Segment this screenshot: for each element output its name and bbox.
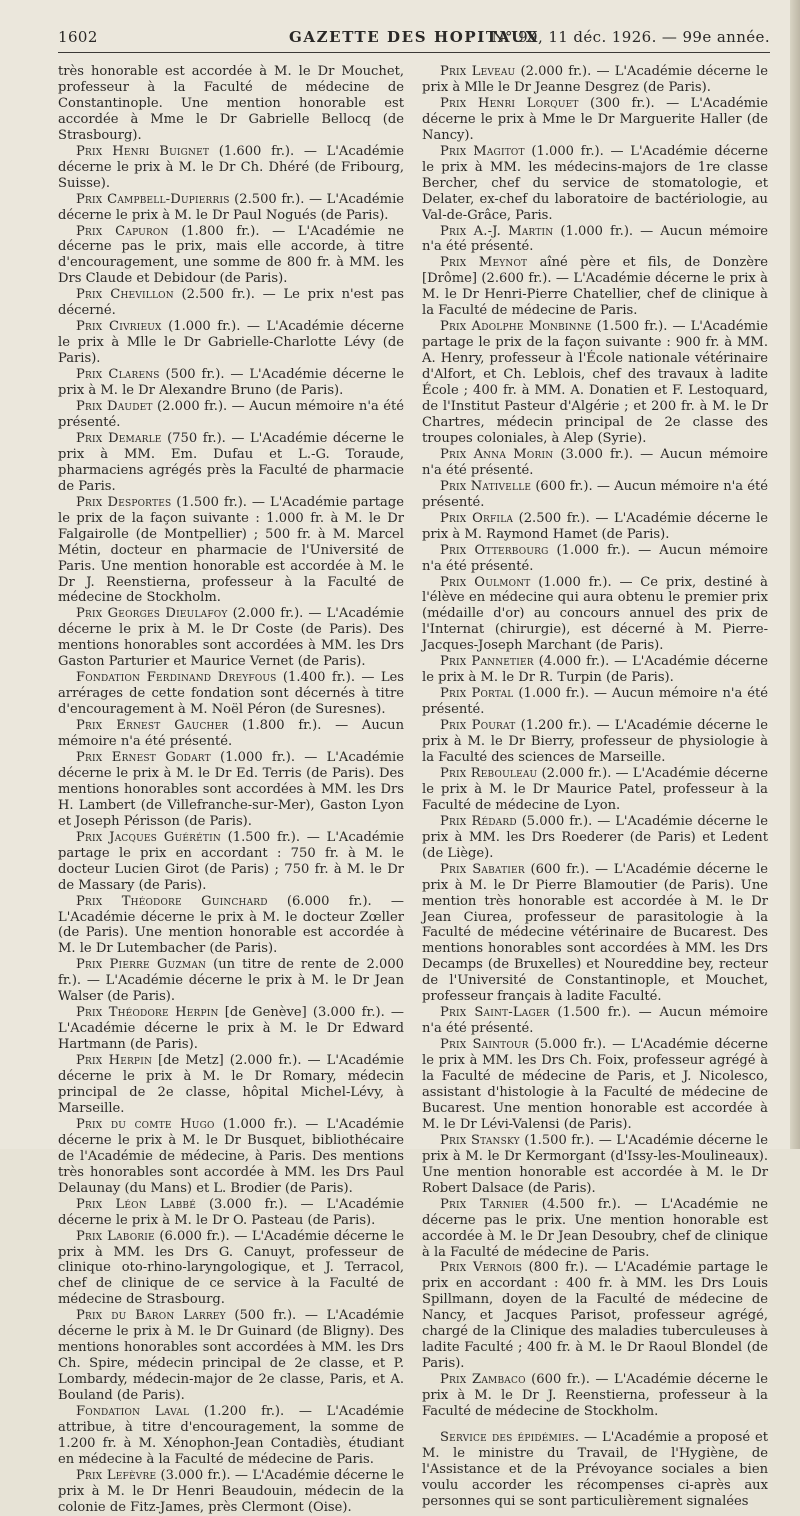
page-edge (790, 0, 800, 1149)
prize-name: Prix Léon Labbé (76, 1196, 196, 1212)
prize-name: Prix Tarnier (440, 1196, 529, 1212)
prize-entry (422, 1133, 768, 1197)
prize-name: Prix Théodore Guinchard (76, 893, 268, 909)
prize-entry (422, 718, 768, 766)
prize-text: (3.000 fr.). — L'Académie décerne le prix à M. le Dr O. Pasteau (de Paris). (58, 1196, 404, 1228)
prize-text: (2.000 fr.). — L'Académie décerne le prix à Mlle le Dr Jeanne Desgrez (de Paris). (422, 64, 768, 95)
prize-entry (422, 686, 768, 718)
prize-name: Prix Rédard (440, 813, 517, 829)
prize-text: (1.400 fr.). — Les arrérages de cette fondation sont décernés à titre d'encouragement à M. Noël Péron (de Suresnes). (58, 670, 404, 718)
prize-entry (422, 1260, 768, 1372)
prize-text: (5.000 fr.). — L'Académie décerne le prix à MM. les Drs Roederer (de Paris) et Ledent (de Liège). (422, 813, 768, 861)
prize-text: aîné père et fils, de Donzère [Drôme] (2.600 fr.). — L'Académie décerne le prix à M. le Dr Henri-Pierre Chatellier, chef de clinique à la Faculté de médecine de Paris. (422, 255, 768, 319)
prize-entry (58, 606, 404, 670)
prize-text: (600 fr.). — L'Académie décerne le prix à M. le Dr Pierre Blamoutier (de Paris). Une mention très honorable est accordée à M. le Dr Jean Ciurea, professeur de parasitologie à la Faculté de médecine vétérinaire de Bucarest. Des mentions honorables sont accordées à MM. les Drs Decamps (de Bruxelles) et Noureddine bey, recteur de l'Université de Constantinople, et Mouchet, professeur français à ladite Faculté. (422, 861, 769, 1005)
prize-text: (1.600 fr.). — L'Académie décerne le prix à M. le Dr Ch. Dhéré (de Fribourg, Suisse). (58, 143, 404, 191)
prize-entry (58, 1197, 404, 1229)
prize-text: (3.000 fr.). — L'Académie décerne le prix à M. le Dr Henri Beaudouin, médecin de la colonie de Fitz-James, près Clermont (Oise). (58, 1467, 404, 1515)
prize-name: Prix Ernest Gaucher (76, 718, 229, 734)
prize-text: (1.800 fr.). — L'Académie ne décerne pas le prix, mais elle accorde, à titre d'encouragement, une somme de 800 fr. à MM. les Drs Claude et Debidour (de Paris). (58, 223, 404, 287)
prize-entry (422, 766, 768, 814)
prize-name: Prix Daudet (76, 399, 153, 415)
prize-text: (750 fr.). — L'Académie décerne le prix à MM. Em. Dufau et L.-G. Toraude, pharmaciens agrégés près la Faculté de pharmacie de Paris. (58, 430, 405, 494)
prize-text: (2.500 fr.). — Le prix n'est pas décerné. (58, 287, 404, 319)
journal-title: GAZETTE DES HOPITAUX (288, 28, 539, 46)
prize-text: [de Genève] (3.000 fr.). — L'Académie décerne le prix à M. le Dr Edward Hartmann (de Paris). (58, 1005, 404, 1053)
prize-entry (58, 367, 404, 399)
prize-name: Prix Desportes (76, 494, 172, 510)
prize-text: (1.200 fr.). — L'Académie attribue, à titre d'encouragement, la somme de 1.200 fr. à M. Xénophon-Jean Contadiès, étudiant en médecine à la Faculté de médecine de Paris. (58, 1404, 404, 1467)
prize-name: Prix Nativelle (440, 478, 532, 494)
prize-entry (58, 287, 404, 319)
prize-entry (422, 654, 768, 686)
prize-name: Prix Pierre Guzman (76, 957, 207, 973)
prize-entry (422, 862, 768, 1006)
prize-name: Prix Zambaco (440, 1372, 526, 1388)
prize-entry (58, 1229, 404, 1309)
left-column (58, 64, 404, 1516)
prize-name: Prix Anna Morin (440, 446, 554, 462)
prize-entry (422, 96, 768, 144)
prize-entry (58, 1053, 404, 1117)
prize-name: Prix Vernois (440, 1260, 523, 1276)
prize-text: (1.000 fr.). — Ce prix, destiné à l'élève en médecine qui aura obtenu le premier prix (médaille d'or) au concours annuel des prix de l'Internat (chirurgie), est décerné à M. Pierre-Jacques-Joseph Marchant (de Paris). (422, 574, 768, 654)
prize-entry (422, 543, 768, 575)
prize-name: Prix Henri Buignet (76, 143, 210, 159)
prize-name: Prix Théodore Herpin (76, 1005, 219, 1021)
prize-entry (58, 399, 404, 431)
prize-entry (422, 224, 768, 256)
prize-entry (58, 1005, 404, 1053)
prize-text: (800 fr.). — L'Académie partage le prix en accordant : 400 fr. à MM. les Drs Louis Spillmann, doyen de la Faculté de médecine de Nancy, et Jacques Parisot, professeur agrégé, chargé de la Clinique des maladies tuberculeuses à ladite Faculté ; 400 fr. à M. le Dr Raoul Blondel (de Paris). (422, 1260, 768, 1372)
prize-text: (500 fr.). — L'Académie décerne le prix à M. le Dr Guinard (de Bligny). Des mentions honorables sont accordées à MM. les Drs Ch. Spire, médecin principal de 2e classe, et P. Lombardy, médecin-major de 2e classe, Paris, et A. Bouland (de Paris). (58, 1308, 404, 1404)
prize-text: (1.500 fr.). — L'Académie partage le prix en accordant : 750 fr. à M. le docteur Lucien Girot (de Paris) ; 750 fr. à M. le Dr de Massary (de Paris). (58, 829, 404, 893)
prize-entry (58, 1468, 404, 1516)
prize-name: Prix Herpin (76, 1053, 153, 1069)
prize-name: Prix Pannetier (440, 654, 534, 670)
prize-text: (5.000 fr.). — L'Académie décerne le prix à MM. les Drs Ch. Foix, professeur agrégé à la Faculté de médecine de Paris, et J. Nicolesco, assistant d'histologie à la Faculté de médecine de Bucarest. Une mention honorable est accordée à M. le Dr Lévi-Valensi (de Paris). (422, 1037, 768, 1132)
prize-text: (3.000 fr.). — Aucun mémoire n'a été présenté. (422, 446, 768, 478)
prize-text: (1.500 fr.). — L'Académie décerne le prix à M. le Dr Kermorgant (d'Issy-les-Moulineaux). Une mention honorable est accordée à M. le Dr Robert Dalsace (de Paris). (422, 1132, 768, 1196)
issue-info: N° 99, 11 déc. 1926. — 99e année. (491, 28, 770, 46)
prize-text: [de Metz] (2.000 fr.). — L'Académie décerne le prix à M. le Dr Romary, médecin principal de 2e classe, hôpital Michel-Lévy, à Marseille. (58, 1053, 404, 1116)
prize-name: Prix Laborie (76, 1228, 155, 1244)
prize-entry (58, 957, 404, 1005)
prize-entry (422, 814, 768, 862)
right-column (422, 64, 768, 1510)
prize-entry (58, 144, 404, 192)
prize-text: (1.500 fr.). — L'Académie partage le prix de la façon suivante : 900 fr. à MM. A. Henry, professeur à l'École nationale vétérinaire d'Alfort, et Ch. Leblois, chef des travaux à ladite École ; 400 fr. à MM. A. Donatien et F. Lestoquard, de l'Institut Pasteur d'Algérie ; et 200 fr. à M. le Dr Chartres, médecin principal de 2e classe des troupes coloniales, à Alep (Syrie). (422, 319, 768, 446)
prize-entry (58, 1308, 404, 1404)
prize-name: Prix Jacques Guérétin (76, 829, 221, 845)
prize-entry (422, 255, 768, 319)
prize-name: Prix Rebouleau (440, 765, 538, 781)
prize-name: Prix Campbell-Dupierris (76, 191, 230, 207)
prize-text: (600 fr.). — Aucun mémoire n'a été présenté. (422, 478, 768, 510)
prize-entry (58, 319, 404, 367)
prize-text: (2.000 fr.). — L'Académie décerne le prix à M. le Dr Coste (de Paris). Des mentions honorables sont accordées à MM. les Drs Gaston Parturier et Maurice Vernet (de Paris). (58, 606, 404, 670)
prize-entry (58, 894, 404, 958)
prize-entry (58, 750, 404, 830)
prize-entry (422, 1430, 768, 1510)
prize-text: (4.000 fr.). — L'Académie décerne le prix à M. le Dr R. Turpin (de Paris). (422, 654, 769, 686)
prize-text: (1.000 fr.). — L'Académie décerne le prix à M. le Dr Ed. Terris (de Paris). Des mentions honorables sont accordées à MM. les Drs H. Lambert (de Villefranche-sur-Mer), Gaston Lyon et Joseph Périsson (de Paris). (58, 749, 404, 829)
prize-name: Prix Sabatier (440, 861, 525, 877)
prize-entry (422, 64, 768, 96)
prize-text: (1.200 fr.). — L'Académie décerne le prix à M. le Dr Bierry, professeur de physiologie à la Faculté des sciences de Marseille. (422, 718, 768, 765)
prize-text: (1.000 fr.). — L'Académie décerne le prix à Mlle le Dr Gabrielle-Charlotte Lévy (de Paris). (58, 319, 405, 367)
prize-text: (600 fr.). — L'Académie décerne le prix à M. le Dr J. Reenstierna, professeur à la Faculté de médecine de Stockholm. (422, 1372, 768, 1420)
prize-text: (6.000 fr.). — L'Académie décerne le prix à MM. les Drs G. Canuyt, professeur de clinique oto-rhino-laryngologique, et J. Terracol, chef de clinique de ce service à la Faculté de médecine de Strasbourg. (58, 1228, 404, 1308)
prize-name: Prix Lefèvre (76, 1467, 157, 1483)
prize-text: (300 fr.). — L'Académie décerne le prix à Mme le Dr Marguerite Haller (de Nancy). (422, 95, 768, 143)
prize-text: (1.000 fr.). — Aucun mémoire n'a été présenté. (422, 542, 768, 574)
prize-text: (2.000 fr.). — L'Académie décerne le prix à M. le Dr Maurice Patel, professeur à la Faculté de médecine de Lyon. (422, 765, 768, 813)
prize-name: Prix Saint-Lager (440, 1005, 550, 1021)
prize-name: Prix A.-J. Martin (440, 223, 554, 239)
prize-text: (1.500 fr.). — L'Académie partage le prix de la façon suivante : 1.000 fr. à M. le Dr Falgairolle (de Montpellier) ; 500 fr. à M. Marcel Métin, docteur en pharmacie de l'Université de Paris. Une mention honorable est accordée à M. le Dr J. Reenstierna, professeur à la Faculté de médecine de Stockholm. (58, 494, 404, 606)
prize-text: (2.000 fr.). — Aucun mémoire n'a été présenté. (58, 399, 404, 430)
prize-name: Prix Otterbourg (440, 542, 549, 558)
prize-name: Prix Adolphe Monbinne (440, 319, 592, 335)
prize-entry (58, 718, 404, 750)
prize-name: Fondation Ferdinand Dreyfous (76, 670, 277, 686)
prize-name: Fondation Laval (76, 1404, 190, 1420)
prize-name: Prix Oulmont (440, 574, 531, 590)
prize-entry (422, 479, 768, 511)
prize-text: (1.000 fr.). — L'Académie décerne le prix à MM. les médecins-majors de 1re classe Bercher, chef du service de stomatologie, et Delater, ex-chef du laboratoire de bactériologie, au Val-de-Grâce, Paris. (422, 143, 768, 223)
prize-entry (422, 144, 768, 224)
prize-entry (422, 1197, 768, 1261)
prize-entry (422, 511, 768, 543)
prize-entry (58, 830, 404, 894)
prize-text: (1.800 fr.). — Aucun mémoire n'a été présenté. (58, 718, 404, 750)
page-header (58, 26, 770, 52)
prize-entry (422, 447, 768, 479)
prize-entry (58, 495, 404, 607)
prize-text: — L'Académie a proposé et M. le ministre du Travail, de l'Hygiène, de l'Assistance et de la Prévoyance sociales a bien voulu accorder les récompenses ci-après aux personnes qui se sont particulièrement signalées (422, 1430, 768, 1509)
prize-name: Prix du comte Hugo (76, 1116, 215, 1132)
prize-text: très honorable est accordée à M. le Dr Mouchet, professeur à la Faculté de médecine de Constantinople. Une mention honorable est accordée à Mme le Dr Gabrielle Bellocq (de Strasbourg). (58, 64, 404, 143)
prize-name: Prix Orfila (440, 510, 514, 526)
prize-text: (un titre de rente de 2.000 fr.). — L'Académie décerne le prix à M. le Dr Jean Walser (de Paris). (58, 957, 405, 1005)
prize-name: Prix Portal (440, 686, 514, 702)
prize-name: Prix Clarens (76, 367, 160, 383)
prize-name: Prix Chevillon (76, 287, 174, 303)
prize-name: Prix Stansky (440, 1132, 520, 1148)
prize-name: Service des épidémies. (440, 1430, 580, 1446)
prize-name: Prix du Baron Larrey (76, 1308, 226, 1324)
prize-text: (1.000 fr.). — L'Académie décerne le prix à M. le Dr Busquet, bibliothécaire de l'Académie de médecine, à Paris. Des mentions très honorables sont accordée à MM. les Drs Paul Delaunay (du Mans) et L. Brodier (de Paris). (58, 1116, 404, 1196)
prize-text: (500 fr.). — L'Académie décerne le prix à M. le Dr Alexandre Bruno (de Paris). (58, 367, 405, 399)
prize-name: Prix Magitot (440, 143, 525, 159)
prize-name: Prix Meynot (440, 255, 528, 271)
prize-entry (58, 431, 404, 495)
prize-entry (58, 670, 404, 718)
prize-name: Prix Georges Dieulafoy (76, 606, 228, 622)
prize-name: Prix Saintour (440, 1037, 529, 1053)
header-rule (58, 52, 770, 53)
prize-text: (1.000 fr.). — Aucun mémoire n'a été présenté. (422, 223, 768, 255)
page-number: 1602 (58, 28, 98, 46)
prize-name: Prix Henri Lorquet (440, 95, 579, 111)
prize-text: (1.000 fr.). — Aucun mémoire n'a été présenté. (422, 686, 768, 718)
prize-name: Prix Civrieux (76, 319, 162, 335)
prize-entry (58, 192, 404, 224)
prize-text: (6.000 fr.). — L'Académie décerne le prix à M. le docteur Zœller (de Paris). Une mention honorable est accordée à M. le Dr Lutembacher (de Paris). (58, 893, 404, 957)
prize-name: Prix Pourat (440, 718, 516, 734)
prize-entry (58, 1117, 404, 1197)
prize-text: (4.500 fr.). — L'Académie ne décerne pas le prix. Une mention honorable est accordée à M. le Dr Jean Desoubry, chef de clinique à la Faculté de médecine de Paris. (422, 1196, 769, 1260)
prize-name: Prix Ernest Godart (76, 749, 211, 765)
prize-text: (2.500 fr.). — L'Académie décerne le prix à M. Raymond Hamet (de Paris). (422, 510, 768, 542)
prize-entry (422, 319, 768, 447)
prize-entry (58, 1404, 404, 1468)
prize-text: (1.500 fr.). — Aucun mémoire n'a été présenté. (422, 1005, 768, 1037)
prize-entry (58, 64, 404, 144)
prize-entry (422, 1005, 768, 1037)
prize-name: Prix Capuron (76, 223, 169, 239)
prize-name: Prix Demarle (76, 430, 162, 446)
prize-entry (58, 224, 404, 288)
prize-text: (2.500 fr.). — L'Académie décerne le prix à M. le Dr Paul Nogués (de Paris). (58, 191, 405, 223)
prize-entry (422, 1372, 768, 1420)
prize-entry (422, 575, 768, 655)
prize-entry (422, 1037, 768, 1133)
prize-name: Prix Leveau (440, 64, 516, 79)
